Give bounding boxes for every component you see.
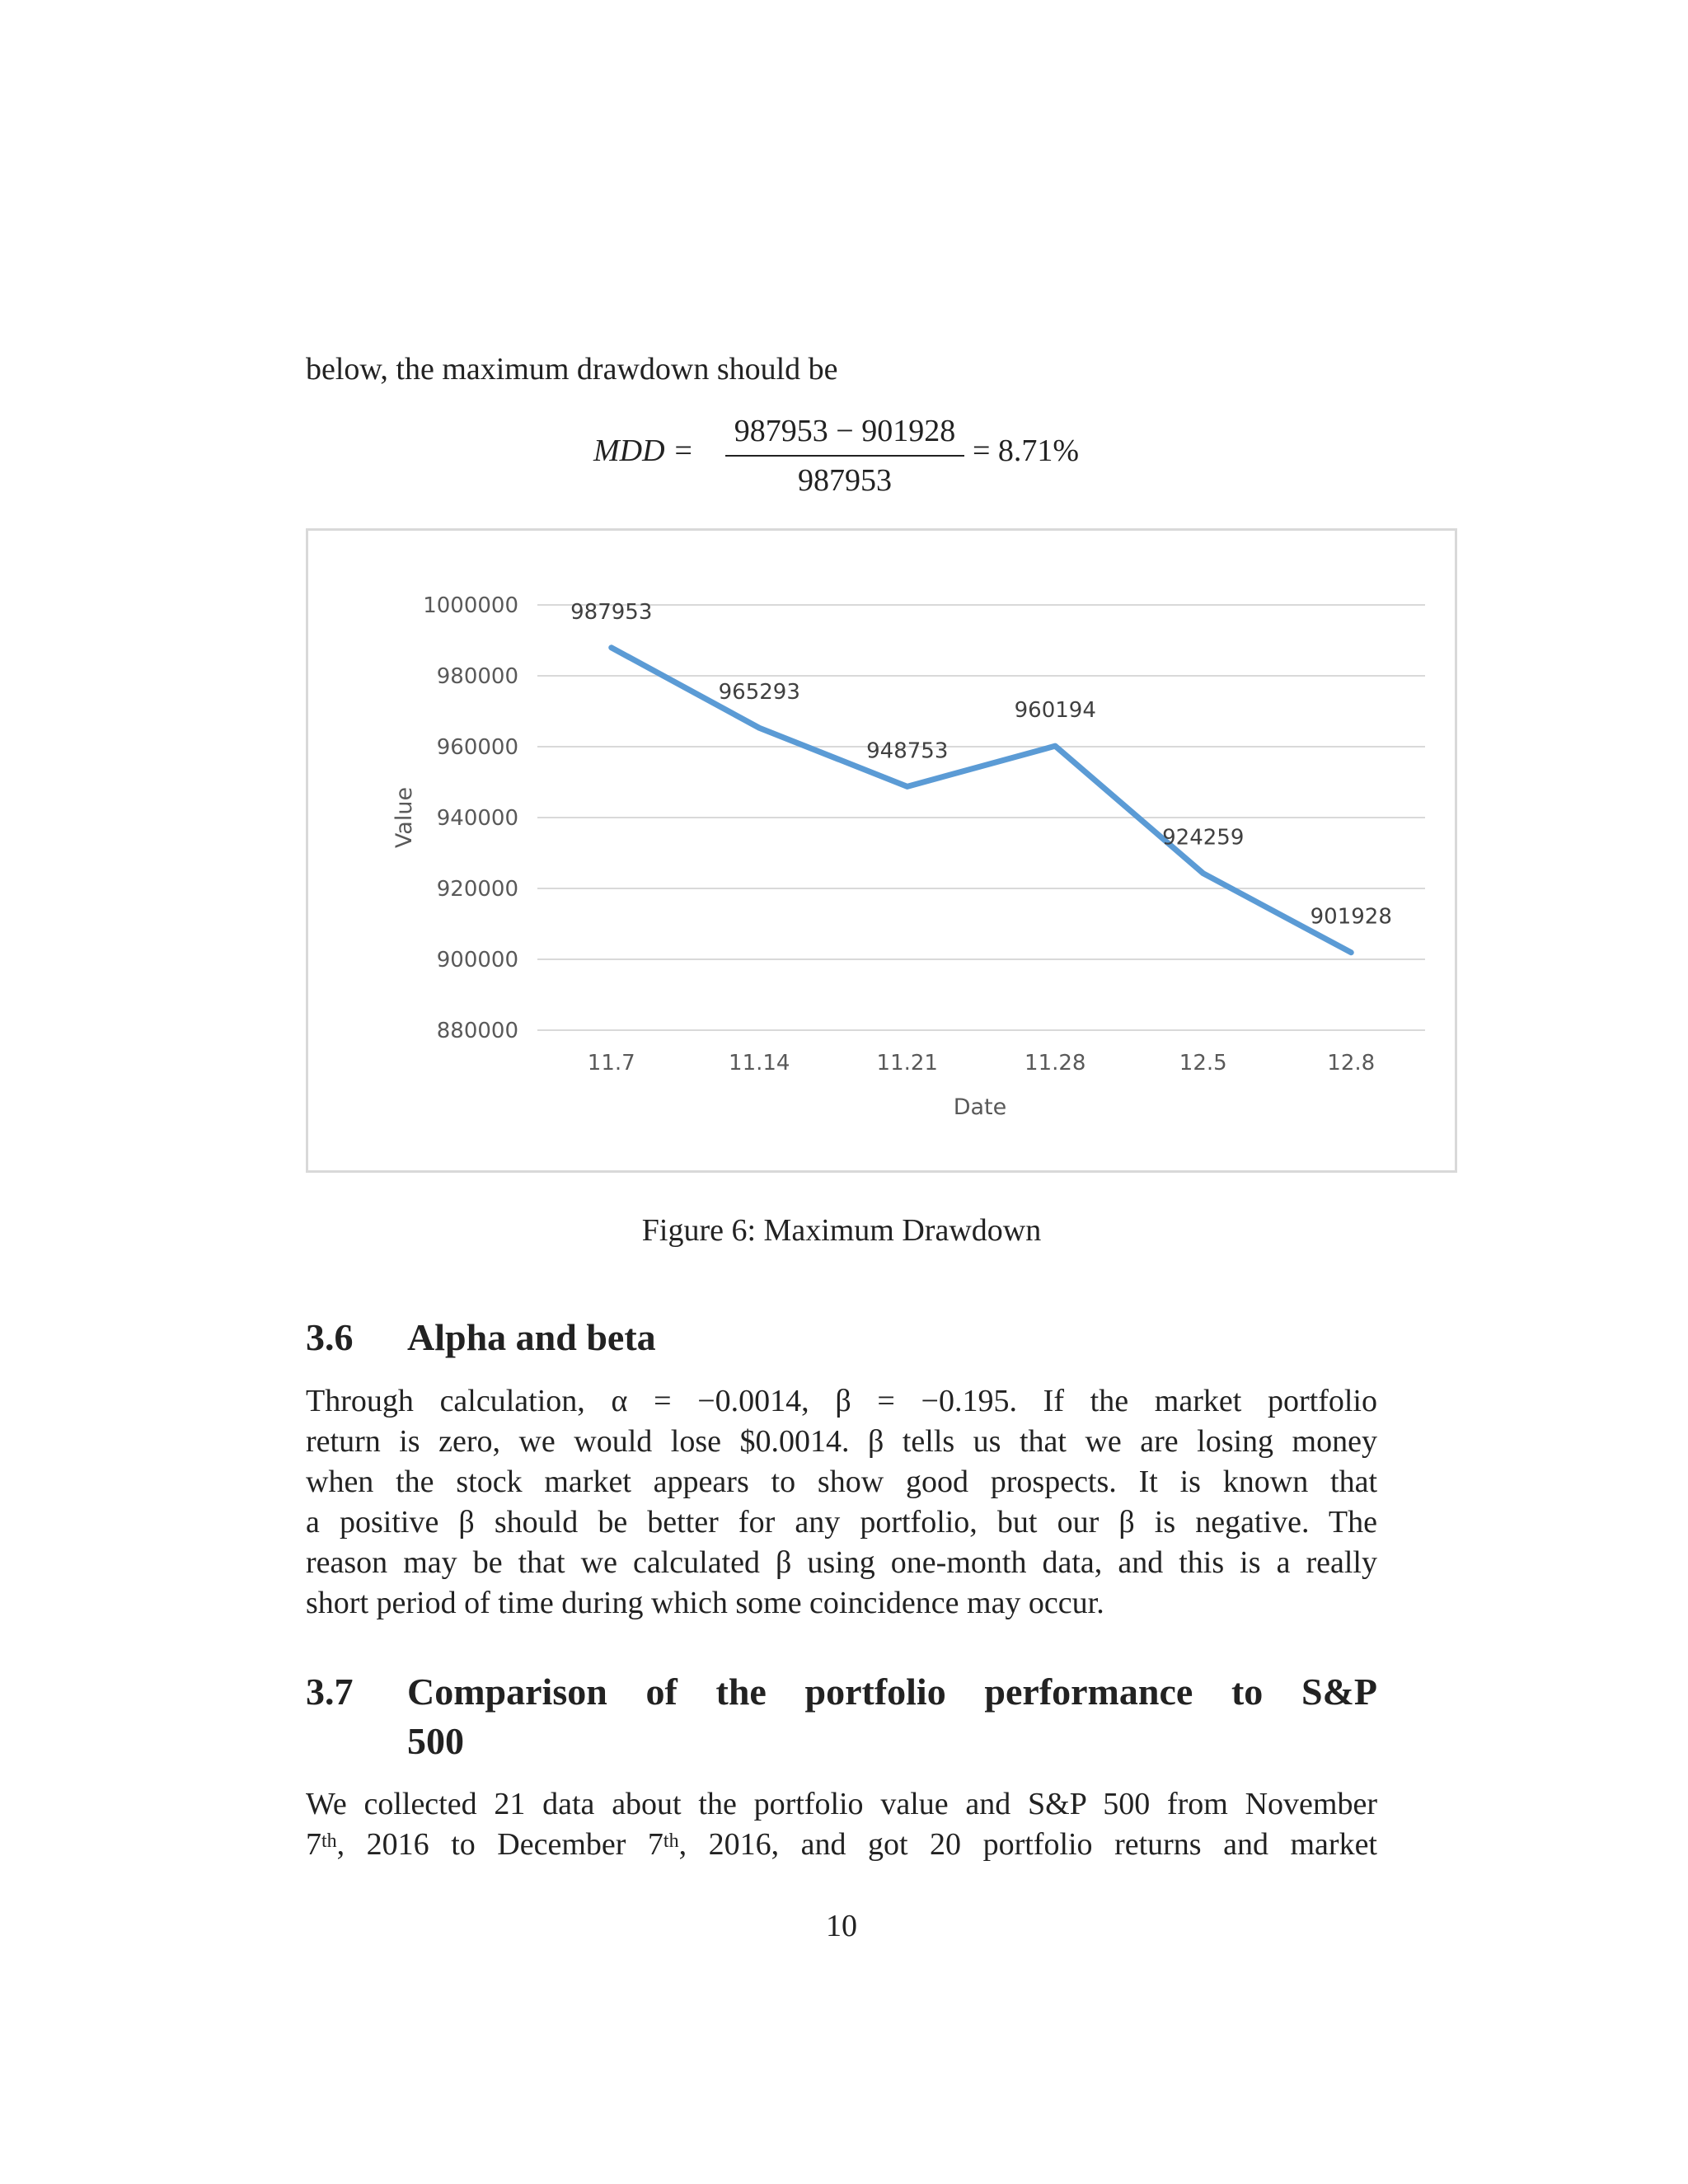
intro-text: below, the maximum drawdown should be [306,352,838,387]
data-label: 948753 [866,738,949,764]
section-3-6-paragraph [306,1381,1377,1624]
x-tick-label: 12.5 [1179,1051,1227,1076]
superscript: th [663,1830,679,1852]
data-label: 960194 [1014,698,1096,724]
section-3-6-title: Alpha and beta [407,1316,656,1358]
formula-rhs: = 8.71% [973,434,1080,468]
line-part: 7 [306,1827,321,1862]
chart-frame [306,528,1457,1173]
x-tick-label: 11.14 [729,1051,790,1076]
x-tick-label: 11.21 [876,1051,938,1076]
fraction-bar [725,455,964,457]
paragraph-line: when the stock market appears to show good prospects. It is known that [306,1465,1377,1499]
x-axis-label: Date [953,1094,1007,1120]
paragraph-line: a positive β should be better for any portfolio, but our β is negative. The [306,1505,1377,1540]
line-chart [308,531,1455,1170]
y-tick-label: 880000 [436,1019,518,1043]
paragraph-line: return is zero, we would lose $0.0014. β tells us that we are losing money [306,1424,1377,1459]
paragraph-line: Through calculation, α = −0.0014, β = −0.195. If the market portfolio [306,1384,1377,1418]
y-axis-label: Value [392,786,417,849]
y-tick-label: 980000 [436,664,518,689]
y-tick-label: 900000 [436,948,518,972]
paragraph-line: short period of time during which some coincidence may occur. [306,1586,1104,1620]
formula-fraction [725,410,964,501]
x-tick-label: 11.28 [1025,1051,1086,1076]
figure-caption: Figure 6: Maximum Drawdown [641,1213,1042,1248]
section-3-7-number: 3.7 [306,1671,354,1713]
mdd-formula [577,410,1154,501]
data-label: 924259 [1162,825,1245,851]
x-tick-label: 11.7 [587,1051,635,1076]
y-tick-label: 940000 [436,806,518,831]
grid-lines [537,605,1425,1030]
data-label: 901928 [1310,904,1392,930]
paragraph-line: We collected 21 data about the portfolio value and S&P 500 from November [306,1787,1377,1821]
section-3-6-number: 3.6 [306,1316,354,1358]
x-tick-labels [588,1051,1375,1076]
page-number: 10 [826,1909,857,1943]
x-tick-label: 12.8 [1327,1051,1376,1076]
superscript: th [321,1830,337,1852]
line-part: , 2016 to December 7 [336,1827,663,1862]
paragraph-line: reason may be that we calculated β using one-month data, and this is a really [306,1545,1377,1580]
section-3-7-title-line2: 500 [407,1720,464,1762]
y-tick-label: 920000 [436,877,518,902]
formula-denominator: 987953 [798,463,892,498]
paragraph-line [306,1825,1377,1865]
data-label: 987953 [570,599,653,625]
formula-numerator: 987953 − 901928 [734,414,956,448]
section-3-7-paragraph [306,1784,1377,1865]
y-tick-label: 1000000 [423,593,518,618]
line-part: , 2016, and got 20 portfolio returns and market [678,1827,1377,1862]
section-3-7-title-line1: Comparison of the portfolio performance to S&P [407,1671,1377,1713]
y-tick-labels [423,593,518,1043]
data-label: 965293 [718,680,800,705]
formula-lhs: MDD = [593,434,694,468]
y-tick-label: 960000 [436,735,518,760]
